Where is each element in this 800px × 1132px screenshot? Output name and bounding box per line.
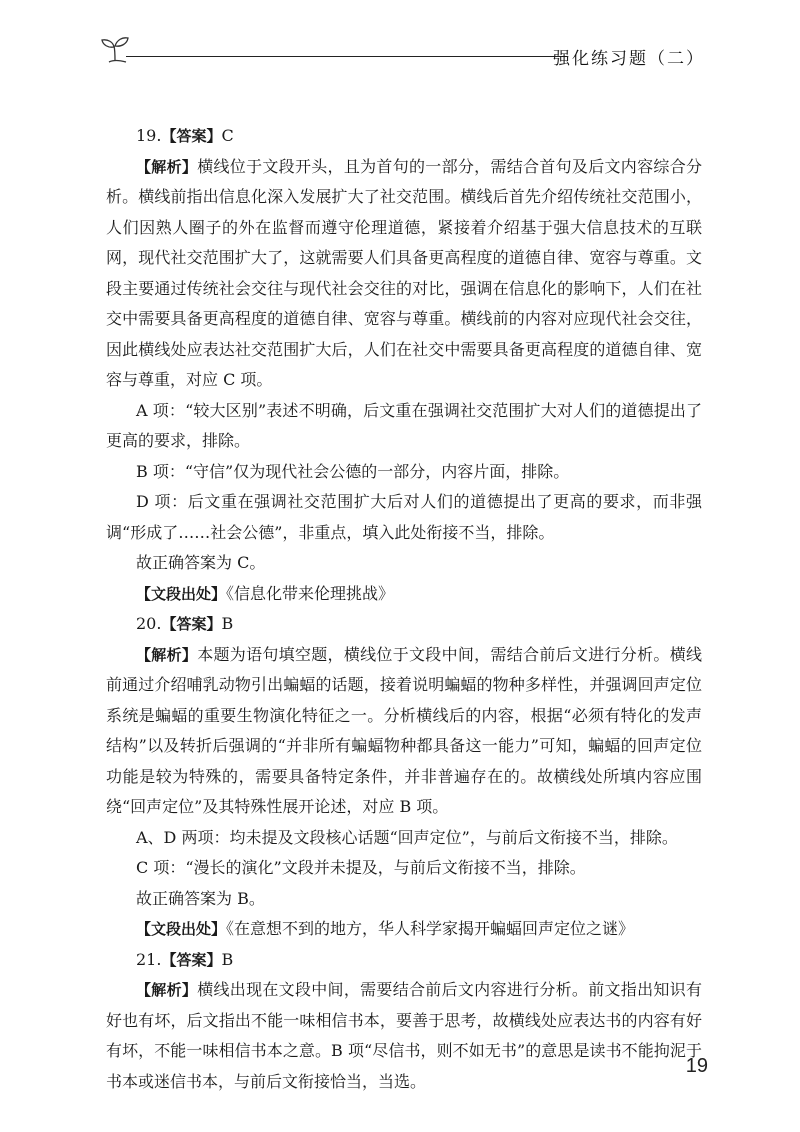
q20-analysis-tag: 【解析】: [136, 645, 198, 664]
q19-source: [106, 579, 702, 610]
q20-answer-tag: 【答案】: [161, 615, 222, 633]
header-title: 强化练习题（二）: [553, 49, 705, 69]
q21-answer-line: [106, 945, 702, 976]
q19-analysis: [106, 152, 702, 396]
page-header: [100, 32, 705, 72]
q20-analysis-line: 系统是蝙蝠的重要生物演化特征之一。分析横线后的内容，根据“必须有特化的发声: [106, 705, 702, 725]
q21-answer-tag: 【答案】: [161, 950, 222, 969]
q19-option-d-line: “形成了……社会公德”，非重点，填入此处衔接不当，排除。: [122, 522, 555, 542]
q19-option-d-line: D 项：后文重在强调社交范围扩大后对人们的道德提出了更高的要求，而非强调: [106, 492, 702, 542]
q19-source-tag: 【文段出处】: [136, 584, 227, 603]
q19-analysis-line: 需要具备更高程度的道德自律、宽容与尊重。横线前的内容对应现代社会交往，因此: [106, 309, 702, 359]
q21-analysis-line: 有坏，不能一味相信书本之意。B 项“尽信书，则不如无书”的意思是读书不能拘泥: [106, 1041, 686, 1060]
q20-analysis-line: 绕“回声定位”及其特殊性展开论述，对应 B 项。: [106, 797, 449, 816]
q19-analysis-line: 尊重，对应 C 项。: [138, 370, 273, 389]
q19-option-d: [106, 487, 702, 548]
q19-option-a-line: A 项：“较大区别”表述不明确，后文重在强调社交范围扩大对人们的道德提出了: [136, 400, 702, 420]
q19-conclusion: 故正确答案为 C。: [136, 553, 266, 572]
q19-option-a: [106, 396, 702, 457]
q20-answer-line: [106, 609, 702, 640]
q21-analysis-line: 于书本或迷信书本，与前后文衔接恰当，当选。: [106, 1041, 702, 1091]
q20-analysis-line: 前通过介绍哺乳动物引出蝙蝠的话题，接着说明蝙蝠的物种多样性，并强调回声定位: [106, 675, 702, 694]
q20-source-tag: 【文段出处】: [136, 920, 227, 938]
q20-answer: B: [221, 614, 234, 633]
q21-answer: B: [221, 949, 234, 969]
q19-source-title: 《信息化带来伦理挑战》: [226, 583, 395, 603]
page-content: [106, 121, 702, 1097]
header-rule: [126, 56, 567, 57]
q19-analysis-line: 横线位于文段开头，且为首句的一部分，需结合首句及后文内容综合分: [197, 156, 702, 176]
page-number: 19: [685, 1055, 708, 1077]
q19-analysis-line: 横线处应表达社交范围扩大后，人们在社交中需要具备更高程度的道德自律、宽容与: [106, 339, 702, 389]
q19-number: 19.: [136, 126, 162, 145]
q19-answer-line: [106, 121, 702, 152]
q20-analysis-line: 本题为语句填空题，横线位于文段中间，需结合前后文进行分析。横线: [197, 644, 702, 664]
q20-source: [106, 914, 702, 945]
q19-analysis-line: 现代社交范围扩大了，这就需要人们具备更高程度的道德自律、宽容与尊重。文段主: [106, 248, 702, 298]
q21-number: 21.: [136, 949, 162, 969]
q20-option-ad: A、D 两项：均未提及文段核心话题“回声定位”，与前后文衔接不当，排除。: [136, 827, 678, 847]
q19-answer-tag: 【答案】: [161, 127, 222, 145]
q20-analysis-line: 结构”以及转折后强调的“并非所有蝙蝠物种都具备这一能力”可知，蝙蝠的回声定: [106, 736, 686, 755]
q19-analysis-tag: 【解析】: [136, 157, 198, 176]
q21-analysis-line: 横线出现在文段中间，需要结合前后文内容进行分析。前文指出知识有: [197, 980, 702, 999]
q21-analysis-line: 好也有坏，后文指出不能一味相信书本，要善于思考，故横线处应表达书的内容有好: [106, 1010, 702, 1030]
q20-analysis: [106, 640, 702, 823]
q19-option-a-line: 更高的要求，排除。: [106, 431, 251, 450]
q19-analysis-line: 人们因熟人圈子的外在监督而遵守伦理道德，紧接着介绍基于强大信息技术的互联网，: [106, 217, 702, 267]
q20-number: 20.: [136, 614, 162, 633]
sprout-icon: [100, 34, 130, 64]
q20-option-c: C 项：“漫长的演化”文段并未提及，与前后文衔接不当，排除。: [136, 858, 586, 877]
q20-conclusion: 故正确答案为 B。: [136, 888, 265, 908]
q19-analysis-line: 要通过传统社会交往与现代社会交往的对比，强调在信息化的影响下，人们在社交中: [106, 278, 702, 328]
q21-analysis: [106, 975, 702, 1097]
q19-option-b: B 项：“守信”仅为现代社会公德的一部分，内容片面，排除。: [136, 461, 570, 481]
q19-analysis-line: 析。横线前指出信息化深入发展扩大了社交范围。横线后首先介绍传统社交范围小，: [106, 187, 702, 206]
q19-answer: C: [221, 126, 234, 145]
q21-analysis-tag: 【解析】: [136, 981, 198, 999]
q20-source-title: 《在意想不到的地方，华人科学家揭开蝙蝠回声定位之谜》: [226, 919, 635, 938]
q20-analysis-line: 位功能是较为特殊的，需要具备特定条件，并非普遍存在的。故横线处所填内容应围: [106, 736, 702, 786]
